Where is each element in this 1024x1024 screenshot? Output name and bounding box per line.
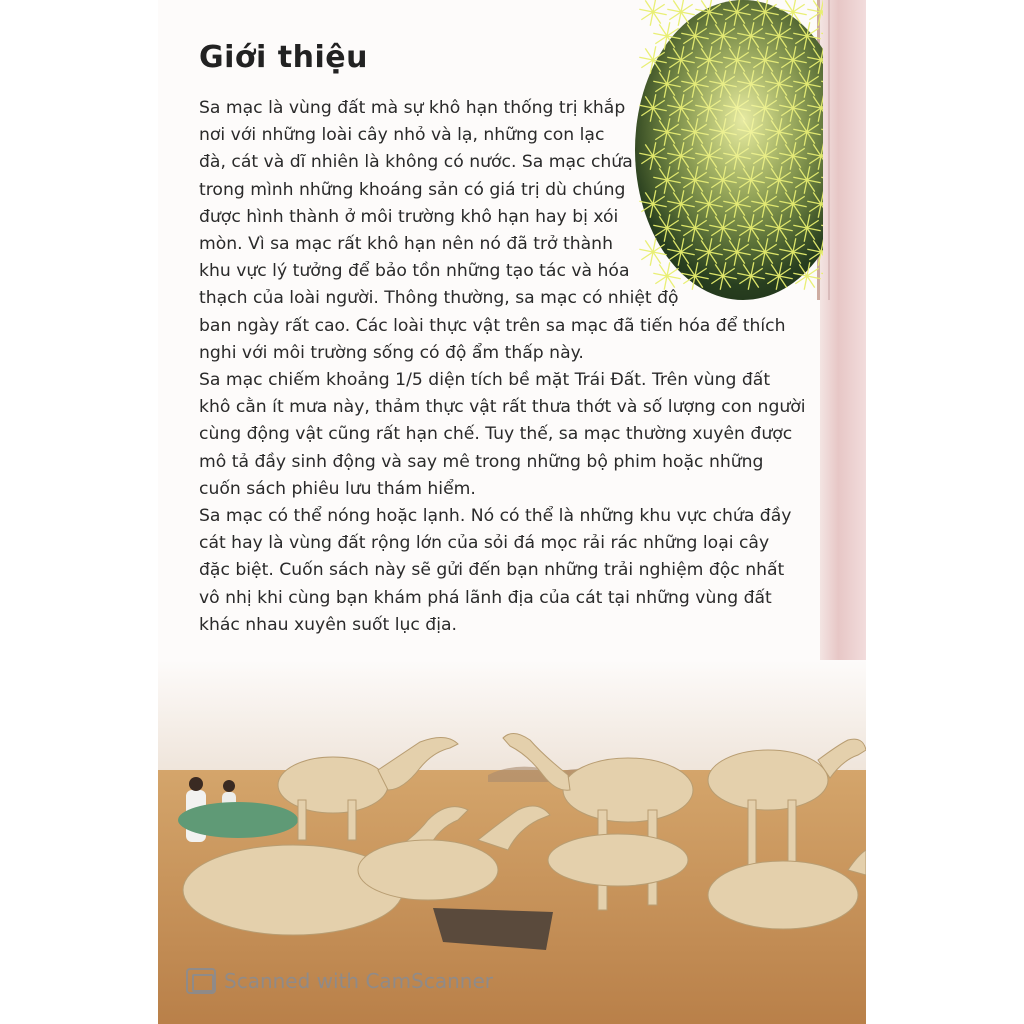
text-line: thạch của loài người. Thông thường, sa mạc có nhiệt độ bbox=[199, 288, 679, 309]
text-line: cuốn sách phiêu lưu thám hiểm. bbox=[199, 478, 476, 499]
page-title: Giới thiệu bbox=[199, 40, 368, 75]
text-line: khô cằn ít mưa này, thảm thực vật rất thưa thớt và số lượng con người bbox=[199, 397, 806, 418]
text-line: Sa mạc là vùng đất mà sự khô hạn thống trị khắp bbox=[199, 98, 626, 118]
body-text bbox=[199, 95, 806, 639]
text-line: mô tả đầy sinh động và say mê trong những bộ phim hoặc những bbox=[199, 451, 764, 472]
text-line: cát hay là vùng đất rộng lớn của sỏi đá mọc rải rác những loại cây bbox=[199, 533, 770, 554]
text-line: cùng động vật cũng rất hạn chế. Tuy thế, sa mạc thường xuyên được bbox=[199, 424, 793, 445]
text-line: vô nhị khi cùng bạn khám phá lãnh địa của cát tại những vùng đất bbox=[199, 587, 772, 608]
camscanner-icon bbox=[186, 968, 216, 994]
text-line: đà, cát và dĩ nhiên là không có nước. Sa mạc chứa bbox=[199, 152, 633, 173]
page-edge-band bbox=[820, 0, 866, 700]
text-line: Sa mạc chiếm khoảng 1/5 diện tích bề mặt Trái Đất. Trên vùng đất bbox=[199, 370, 771, 391]
text-line: đặc biệt. Cuốn sách này sẽ gửi đến bạn những trải nghiệm độc nhất bbox=[199, 560, 785, 581]
text-line: khác nhau xuyên suốt lục địa. bbox=[199, 614, 457, 635]
text-line: mòn. Vì sa mạc rất khô hạn nên nó đã trở thành bbox=[199, 234, 613, 255]
text-line: trong mình những khoáng sản có giá trị dù chúng bbox=[199, 179, 626, 200]
watermark-text: Scanned with CamScanner bbox=[224, 969, 493, 993]
book-page bbox=[158, 0, 866, 1024]
text-line: được hình thành ở môi trường khô hạn hay bị xói bbox=[199, 206, 619, 227]
text-line: khu vực lý tưởng để bảo tồn những tạo tác và hóa bbox=[199, 261, 630, 282]
text-line: ban ngày rất cao. Các loài thực vật trên sa mạc đã tiến hóa để thích bbox=[199, 315, 786, 336]
text-line: nghi với môi trường sống có độ ẩm thấp này. bbox=[199, 342, 584, 363]
text-line: Sa mạc có thể nóng hoặc lạnh. Nó có thể là những khu vực chứa đầy bbox=[199, 506, 792, 527]
camscanner-watermark bbox=[186, 968, 493, 994]
text-line: nơi với những loài cây nhỏ và lạ, những con lạc bbox=[199, 125, 605, 146]
page-edge-line-2 bbox=[828, 0, 830, 300]
